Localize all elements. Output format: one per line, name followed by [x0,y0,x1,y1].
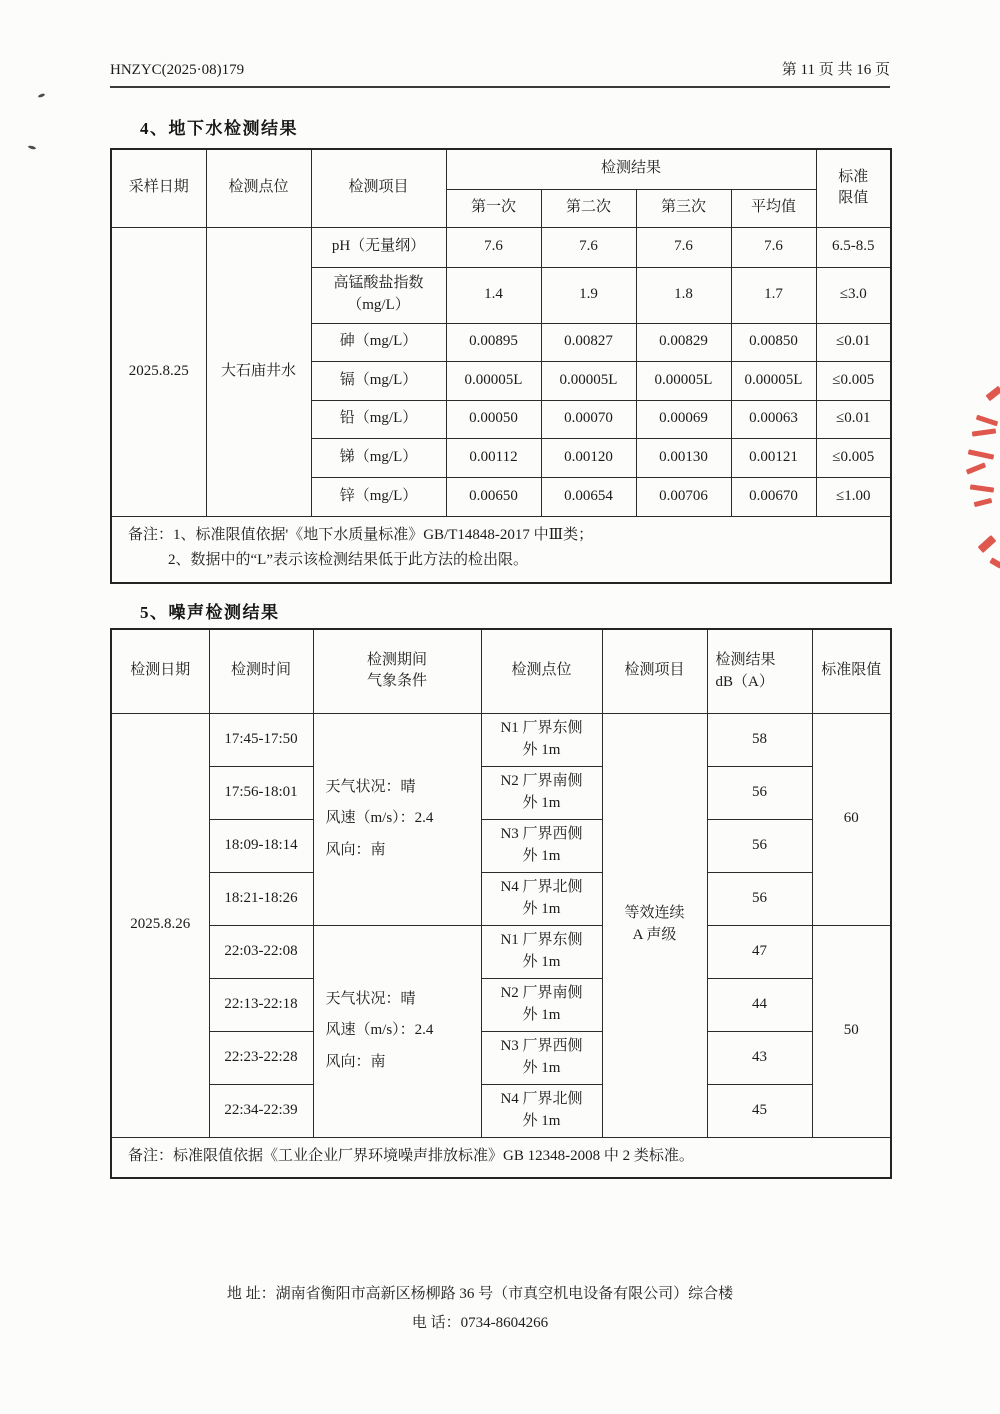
value-cell: 56 [707,819,812,872]
stamp-stroke [989,557,1000,568]
value-cell: 0.00654 [541,477,636,516]
time-cell: 22:03-22:08 [209,925,313,978]
col-header-time: 检测时间 [209,629,313,713]
col-header-run3: 第三次 [636,189,731,227]
stamp-stroke [972,428,996,436]
point-cell: N4 厂界北侧 外 1m [481,1084,602,1137]
notes-cell [111,516,891,583]
value-cell: 0.00670 [731,477,816,516]
point-cell: N1 厂界东侧 外 1m [481,925,602,978]
point-cell: N2 厂界南侧 外 1m [481,978,602,1031]
value-cell: 0.00650 [446,477,541,516]
value-cell: 0.00120 [541,438,636,477]
col-header-point: 检测点位 [206,149,311,227]
time-cell: 17:45-17:50 [209,713,313,766]
item-cell: 高锰酸盐指数（mg/L） [311,267,446,323]
limit-cell: ≤0.005 [816,361,891,400]
col-header-point: 检测点位 [481,629,602,713]
value-cell: 44 [707,978,812,1031]
limit-cell: ≤1.00 [816,477,891,516]
col-header-result: 检测结果 dB（A） [707,629,812,713]
value-cell: 58 [707,713,812,766]
time-cell: 18:21-18:26 [209,872,313,925]
page-footer [110,1280,850,1337]
weather-cell: 天气状况：晴 风速（m/s）：2.4 风向：南 [313,925,481,1137]
notes-cell: 备注：标准限值依据《工业企业厂界环境噪声排放标准》GB 12348-2008 中 2 类标准。 [111,1137,891,1178]
table-row [111,819,891,872]
footer-address: 地 址：湖南省衡阳市高新区杨柳路 36 号（市真空机电设备有限公司）综合楼 [226,1286,734,1302]
value-cell: 45 [707,1084,812,1137]
time-cell: 22:34-22:39 [209,1084,313,1137]
page-indicator: 第 11 页 共 16 页 [781,62,890,78]
sample-point-cell: 大石庙井水 [206,227,311,516]
value-cell: 56 [707,872,812,925]
section4-title: 4、地下水检测结果 [140,119,298,138]
value-cell: 0.00130 [636,438,731,477]
item-cell: 砷（mg/L） [311,323,446,361]
point-cell: N4 厂界北侧 外 1m [481,872,602,925]
stamp-stroke [966,462,986,474]
limit-cell: 50 [812,925,891,1137]
col-header-limit: 标准限值 [812,629,891,713]
footer-phone: 电 话：0734-8604266 [411,1314,549,1331]
limit-cell: ≤0.01 [816,323,891,361]
item-cell: 锌（mg/L） [311,477,446,516]
col-header-run1: 第一次 [446,189,541,227]
value-cell: 0.00005L [446,361,541,400]
stamp-stroke [976,415,998,427]
value-cell: 1.7 [731,267,816,323]
stamp-stroke [974,498,993,507]
sample-date-cell: 2025.8.25 [111,227,206,516]
value-cell: 0.00005L [636,361,731,400]
section5-title: 5、噪声检测结果 [140,603,280,622]
item-cell: 锑（mg/L） [311,438,446,477]
table-notes-row [111,516,891,583]
value-cell: 0.00112 [446,438,541,477]
value-cell: 0.00827 [541,323,636,361]
col-header-result-group: 检测结果 [446,149,816,189]
noise-results-table [110,628,892,1179]
note-line-1: 备注：1、标准限值依据'《地下水质量标准》GB/T14848-2017 中Ⅲ类； [128,526,594,543]
limit-cell: 6.5-8.5 [816,227,891,267]
table-row [111,872,891,925]
col-header-item: 检测项目 [311,149,446,227]
time-cell: 22:23-22:28 [209,1031,313,1084]
value-cell: 0.00070 [541,400,636,438]
table-row [111,978,891,1031]
col-header-date: 检测日期 [111,629,209,713]
value-cell: 0.00850 [731,323,816,361]
col-header-sample-date: 采样日期 [111,149,206,227]
point-cell: N1 厂界东侧 外 1m [481,713,602,766]
doc-number: HNZYC(2025·08)179 [110,62,245,78]
scan-speck [28,145,37,150]
table-notes-row [111,1137,891,1178]
value-cell: 0.00895 [446,323,541,361]
item-cell: pH（无量纲） [311,227,446,267]
limit-cell: 60 [812,713,891,925]
point-cell: N3 厂界西侧 外 1m [481,1031,602,1084]
item-cell: 等效连续 A 声级 [602,713,707,1137]
value-cell: 0.00005L [731,361,816,400]
value-cell: 0.00829 [636,323,731,361]
point-cell: N2 厂界南侧 外 1m [481,766,602,819]
table-row [111,1031,891,1084]
value-cell: 0.00069 [636,400,731,438]
col-header-avg: 平均值 [731,189,816,227]
value-cell: 0.00005L [541,361,636,400]
time-cell: 22:13-22:18 [209,978,313,1031]
limit-cell: ≤0.005 [816,438,891,477]
value-cell: 47 [707,925,812,978]
time-cell: 18:09-18:14 [209,819,313,872]
value-cell: 7.6 [636,227,731,267]
table-row [111,227,891,267]
value-cell: 43 [707,1031,812,1084]
col-header-run2: 第二次 [541,189,636,227]
value-cell: 1.4 [446,267,541,323]
value-cell: 0.00121 [731,438,816,477]
stamp-stroke [970,484,994,492]
col-header-limit: 标准 限值 [816,149,891,227]
note-line-2: 2、数据中的“L”表示该检测结果低于此方法的检出限。 [168,552,528,568]
table-row [111,1084,891,1137]
item-cell: 镉（mg/L） [311,361,446,400]
table-row [111,713,891,766]
col-header-weather: 检测期间 气象条件 [313,629,481,713]
stamp-stroke [978,535,997,553]
item-cell: 铅（mg/L） [311,400,446,438]
page-header [110,58,890,88]
value-cell: 7.6 [731,227,816,267]
stamp-stroke [986,386,1000,401]
groundwater-results-table [110,148,892,584]
value-cell: 7.6 [446,227,541,267]
point-cell: N3 厂界西侧 外 1m [481,819,602,872]
weather-cell: 天气状况：晴 风速（m/s）：2.4 风向：南 [313,713,481,925]
col-header-item: 检测项目 [602,629,707,713]
value-cell: 0.00050 [446,400,541,438]
stamp-stroke [968,449,994,459]
value-cell: 1.8 [636,267,731,323]
value-cell: 0.00063 [731,400,816,438]
value-cell: 1.9 [541,267,636,323]
table-row [111,766,891,819]
scan-speck [38,93,46,98]
limit-cell: ≤3.0 [816,267,891,323]
measure-date-cell: 2025.8.26 [111,713,209,1137]
value-cell: 0.00706 [636,477,731,516]
table-row [111,925,891,978]
value-cell: 7.6 [541,227,636,267]
value-cell: 56 [707,766,812,819]
time-cell: 17:56-18:01 [209,766,313,819]
limit-cell: ≤0.01 [816,400,891,438]
